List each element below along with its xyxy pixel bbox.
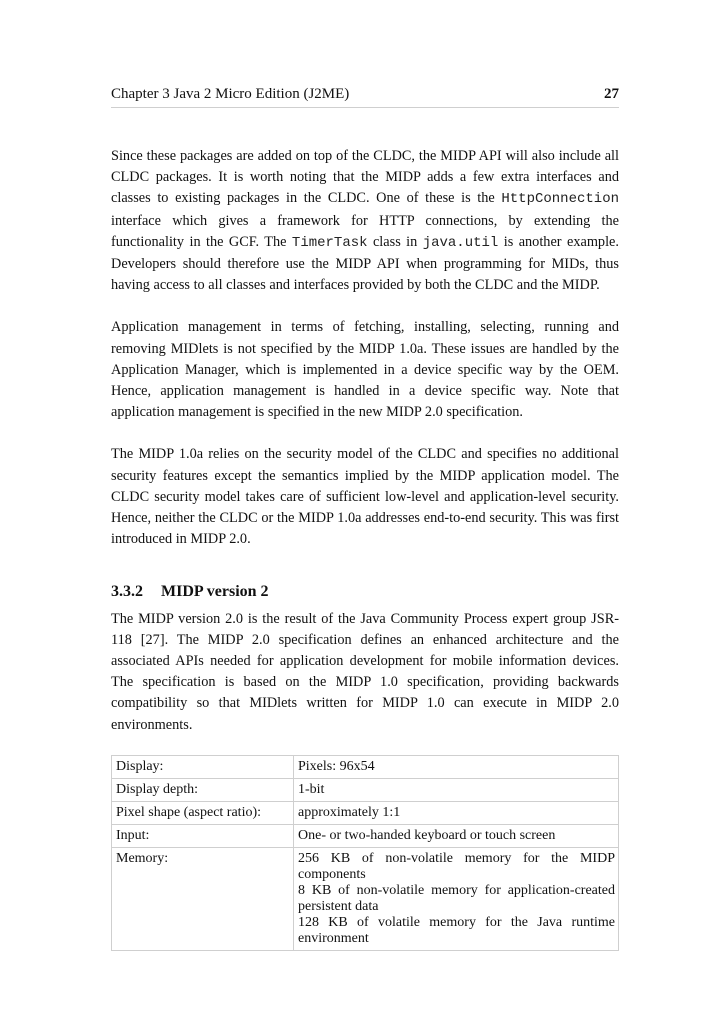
table-value bbox=[294, 847, 619, 950]
table-row bbox=[112, 847, 619, 950]
page-body bbox=[111, 146, 619, 951]
table-key: Display depth: bbox=[112, 778, 294, 801]
paragraph-application-management: Application management in terms of fetching, installing, selecting, running and removing MIDlets is not specified by the MIDP 1.0a. These issues are handled by the Application Manager, which is implemented in a device specific way by the OEM. Hence, application management is handled in a device specific way. Note that application management is specified in the new MIDP 2.0 specification. bbox=[111, 319, 619, 421]
chapter-title: Chapter 3 Java 2 Micro Edition (J2ME) bbox=[111, 86, 350, 102]
memory-line: 8 KB of non-volatile memory for application-created persistent data bbox=[298, 882, 615, 914]
paragraph-text: class in bbox=[367, 233, 423, 250]
code-httpconnection: HttpConnection bbox=[501, 191, 619, 208]
paragraph-text: Since these packages are added on top of the CLDC, the MIDP API will also include all CLDC packages. It is worth noting that the MIDP adds a few extra interfaces and classes to existing packages in the CLDC. One of these is the bbox=[111, 148, 619, 207]
code-java-util: java.util bbox=[422, 234, 499, 251]
table-key: Pixel shape (aspect ratio): bbox=[112, 801, 294, 824]
table-row bbox=[112, 755, 619, 778]
paragraph-text: is another example. Developers should therefore use the MIDP API when programming for MIDs, thus having access to all classes and interfaces provided by both the CLDC and the MIDP. bbox=[111, 233, 619, 294]
table-row bbox=[112, 778, 619, 801]
page-number: 27 bbox=[604, 86, 619, 102]
section-number: 3.3.2 bbox=[111, 583, 143, 601]
table-value: Pixels: 96x54 bbox=[294, 755, 619, 778]
code-timertask: TimerTask bbox=[291, 234, 368, 251]
paragraph-midp-api bbox=[111, 146, 619, 296]
paragraph-text: interface which gives a framework for HTTP connections, by extending the functionality in the GCF. The bbox=[111, 212, 619, 250]
section-title: MIDP version 2 bbox=[161, 583, 269, 601]
table-key: Memory: bbox=[112, 847, 294, 950]
paragraph-security: The MIDP 1.0a relies on the security model of the CLDC and specifies no additional security features except the semantics implied by the MIDP application model. The CLDC security model takes care of sufficient low-level and application-level security. Hence, neither the CLDC or the MIDP 1.0a addresses end-to-end security. This was first introduced in MIDP 2.0. bbox=[111, 446, 619, 548]
table-row bbox=[112, 801, 619, 824]
table-value: approximately 1:1 bbox=[294, 801, 619, 824]
table-value: 1-bit bbox=[294, 778, 619, 801]
table-row bbox=[112, 824, 619, 847]
table-value: One- or two-handed keyboard or touch screen bbox=[294, 824, 619, 847]
device-requirements-table bbox=[111, 755, 619, 951]
page-header bbox=[111, 86, 619, 108]
paragraph-midp2: The MIDP version 2.0 is the result of the Java Community Process expert group JSR-118 [27]. The MIDP 2.0 specification defines an enhanced architecture and the associated APIs needed for application development for mobile information devices. The specification is based on the MIDP 1.0 specification, providing backwards compatibility so that MIDlets written for MIDP 1.0 can execute in MIDP 2.0 environments. bbox=[111, 610, 619, 733]
section-heading bbox=[111, 581, 619, 602]
table-key: Input: bbox=[112, 824, 294, 847]
memory-line: 128 KB of volatile memory for the Java runtime environment bbox=[298, 914, 615, 946]
memory-line: 256 KB of non-volatile memory for the MIDP components bbox=[298, 850, 615, 882]
table-key: Display: bbox=[112, 755, 294, 778]
